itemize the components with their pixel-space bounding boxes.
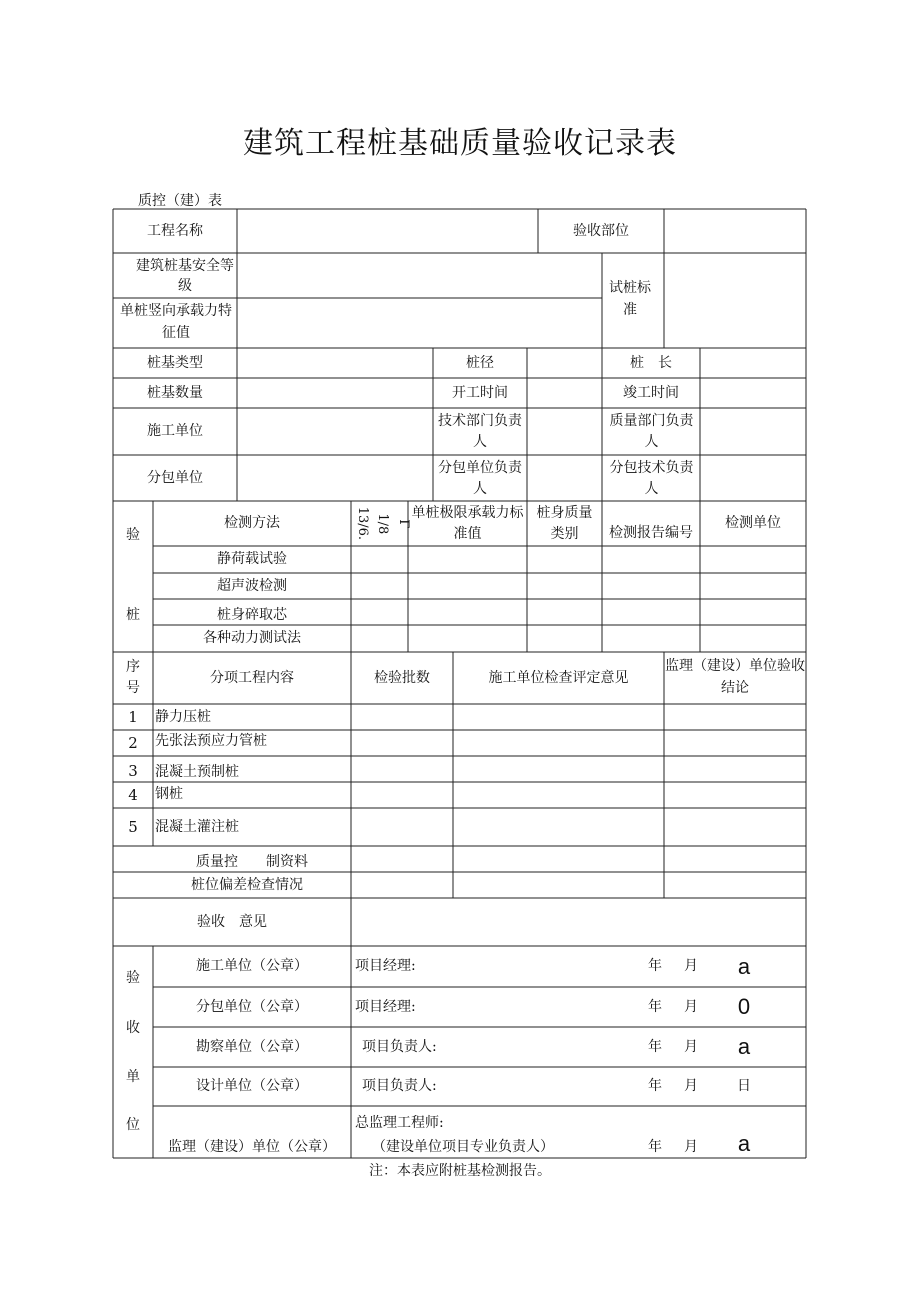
sign-year-3: 年	[648, 1038, 662, 1055]
sign-unit-supervision: 监理（建设）单位（公章）	[168, 1138, 336, 1155]
item-no-3: 3	[128, 762, 138, 780]
sign-year-5: 年	[648, 1138, 662, 1155]
sign-side-label-1: 验	[126, 969, 140, 986]
test-pile-standard-label: 试桩标准	[609, 280, 651, 318]
test-unit-header: 检测单位	[725, 515, 781, 532]
pile-quality-header: 桩身质量类别	[536, 505, 593, 542]
item-name-1: 静力压桩	[155, 708, 211, 725]
test-side-label-1: 验	[126, 526, 140, 543]
acceptance-opinion-label: 验收 意见	[197, 913, 267, 930]
sign-year-1: 年	[648, 958, 662, 975]
project-name-value[interactable]	[237, 209, 538, 253]
sign-unit-design: 设计单位（公章）	[196, 1078, 308, 1095]
limit-capacity-header: 单桩极限承载力标准值	[411, 505, 524, 542]
pile-type-label: 桩基类型	[147, 354, 203, 371]
test-col-a-text: 13/6.	[355, 506, 371, 541]
item-no-2: 2	[128, 734, 138, 752]
sign-day-5: a	[737, 1131, 751, 1157]
quality-head-label: 质量部门负责人	[609, 413, 694, 450]
item-no-5: 5	[128, 818, 138, 836]
item-name-5: 混凝土灌注桩	[155, 818, 239, 835]
method-dynamic-test: 各种动力测试法	[203, 629, 301, 646]
report-number-header: 检测报告编号	[609, 524, 693, 541]
sign-month-1: 月	[684, 958, 698, 975]
contractor-label: 施工单位	[147, 423, 203, 440]
sign-unit-contractor: 施工单位（公章）	[196, 958, 308, 975]
pile-deviation-label: 桩位偏差检查情况	[191, 876, 303, 893]
seq-header: 序号	[126, 659, 140, 696]
sign-day-2: 0	[737, 994, 751, 1020]
sign-month-5: 月	[684, 1138, 698, 1155]
item-name-3: 混凝土预制桩	[155, 763, 239, 780]
start-time-label: 开工时间	[452, 384, 508, 401]
item-no-4: 4	[128, 786, 138, 804]
sign-person-subcontractor: 项目经理:	[355, 998, 416, 1015]
project-name-label: 工程名称	[147, 222, 203, 239]
sign-unit-subcontractor: 分包单位（公章）	[196, 998, 308, 1015]
footnote: 注：本表应附桩基检测报告。	[369, 1163, 551, 1179]
test-col-b	[375, 501, 411, 546]
sign-month-3: 月	[684, 1038, 698, 1055]
pile-diameter-label: 桩径	[466, 354, 494, 371]
sign-unit-survey: 勘察单位（公章）	[196, 1038, 308, 1055]
opinion-header: 施工单位检查评定意见	[488, 669, 629, 686]
sign-month-2: 月	[684, 998, 698, 1015]
sign-person-survey: 项目负责人:	[362, 1038, 437, 1055]
sign-person-contractor: 项目经理:	[355, 958, 416, 975]
item-name-4: 钢桩	[155, 785, 183, 802]
sign-year-2: 年	[648, 998, 662, 1015]
sign-side-label-4: 位	[126, 1116, 140, 1133]
sign-person-supervision-alt: （建设单位项目专业负责人）	[372, 1138, 554, 1155]
subcontractor-label: 分包单位	[147, 469, 203, 486]
method-header: 检测方法	[224, 515, 280, 532]
acceptance-part-label: 验收部位	[573, 222, 629, 239]
sign-side-label-3: 单	[126, 1068, 140, 1085]
sign-day-3: a	[737, 1034, 751, 1060]
tech-head-label: 技术部门负责人	[438, 413, 522, 450]
safety-level-label: 建筑桩基安全等级	[136, 257, 234, 294]
sign-day-4: 日	[737, 1078, 751, 1095]
test-col-a	[351, 501, 373, 546]
item-no-1: 1	[128, 708, 138, 726]
conclusion-header: 监理（建设）单位验收结论	[665, 658, 805, 696]
test-side-label-2: 桩	[126, 606, 140, 623]
method-ultrasonic: 超声波检测	[217, 577, 287, 594]
batch-header: 检验批数	[374, 669, 430, 686]
method-core-drilling: 桩身碎取芯	[217, 606, 287, 623]
bearing-value-label: 单桩竖向承载力特征值	[120, 303, 232, 341]
page-title: 建筑工程桩基础质量验收记录表	[243, 126, 677, 161]
end-time-label: 竣工时间	[623, 384, 679, 401]
sign-year-4: 年	[648, 1078, 662, 1095]
sign-person-supervision: 总监理工程师:	[355, 1114, 444, 1131]
sub-tech-head-label: 分包技术负责人	[609, 460, 694, 497]
sub-head-label: 分包单位负责人	[438, 460, 522, 497]
pile-length-label: 桩 长	[630, 354, 672, 371]
content-header: 分项工程内容	[210, 669, 294, 686]
item-name-2: 先张法预应力管桩	[155, 732, 267, 749]
test-col-b-text: Γ 1/8	[375, 513, 411, 534]
method-static-load: 静荷载试验	[217, 551, 287, 568]
pile-count-label: 桩基数量	[147, 384, 203, 401]
sign-side-label-2: 收	[126, 1019, 140, 1036]
sign-day-1: a	[737, 953, 751, 979]
acceptance-part-value[interactable]	[664, 209, 806, 253]
sign-person-design: 项目负责人:	[362, 1078, 437, 1095]
sign-month-4: 月	[684, 1078, 698, 1095]
quality-docs-label: 质量控 制资料	[196, 853, 308, 870]
form-number: 质控（建）表	[138, 193, 222, 209]
